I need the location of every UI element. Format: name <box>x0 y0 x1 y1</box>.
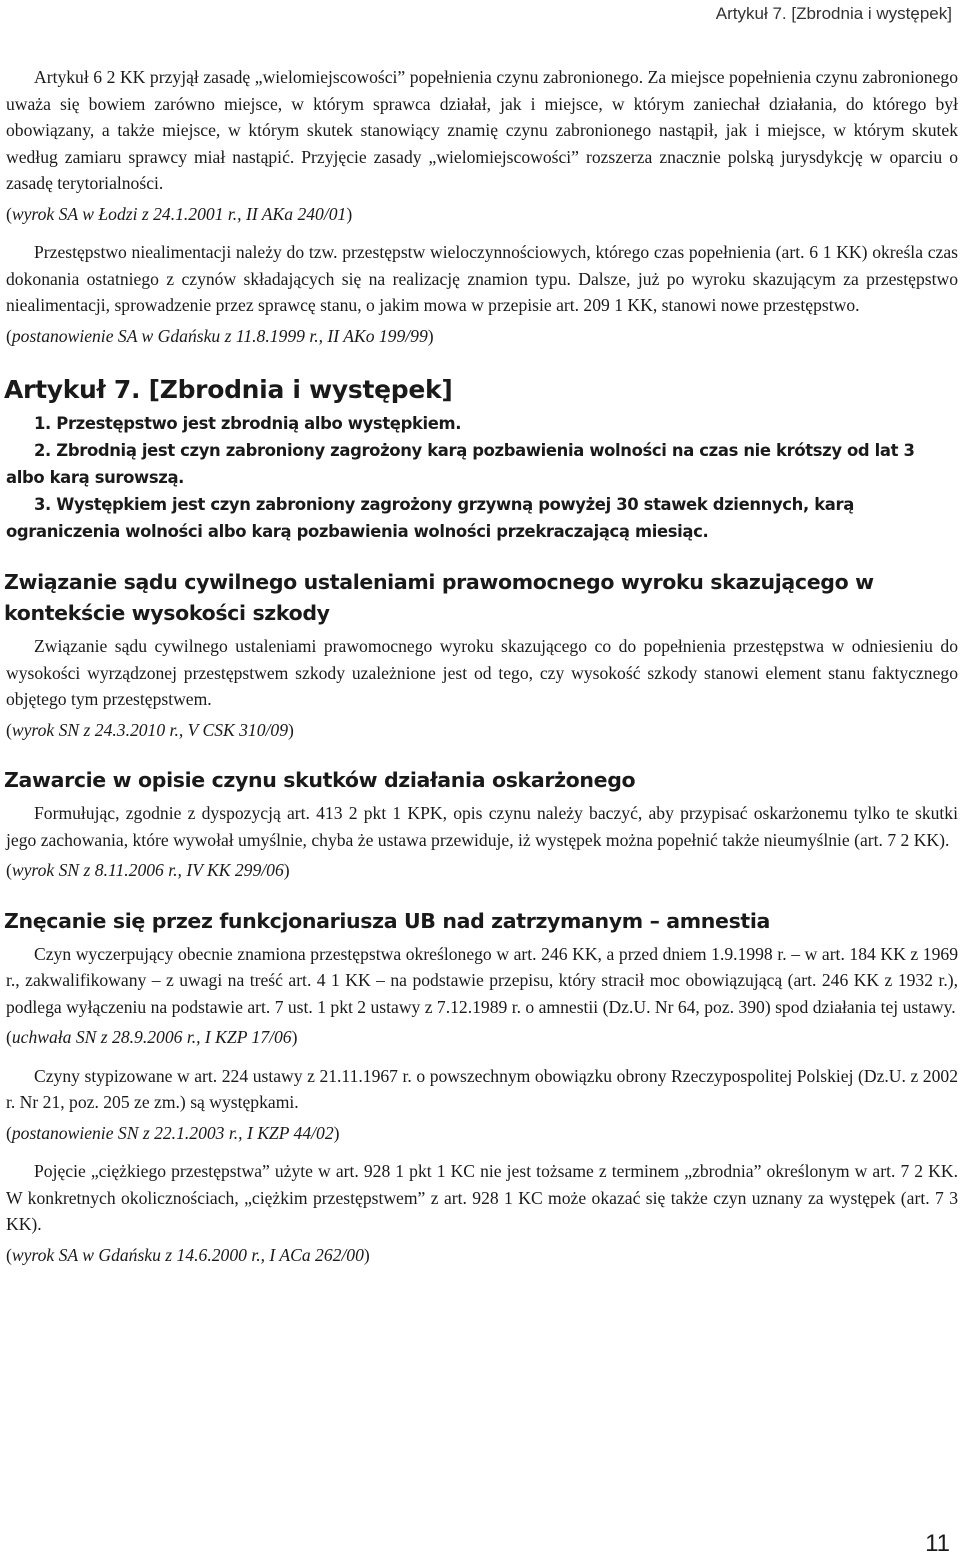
section-3-citation: (uchwała SN z 28.9.2006 r., I KZP 17/06) <box>6 1027 298 1047</box>
section-3-citation-3-text: wyrok SA w Gdańsku z 14.6.2000 r., I ACa 262/00 <box>11 1244 364 1265</box>
section-heading-3: Znęcanie się przez funkcjonariusza UB nad zatrzymanym – amnestia <box>4 908 771 933</box>
intro-paragraph-1: Artykuł 6 2 KK przyjął zasadę „wielomiejscowości” popełnienia czynu zabronionego. Za miejsce popełnienia czynu zabronionego uważa się bowiem zarówno miejsce, w którym sprawca działał, jak i miejsce, w którym zaniechał działania, do którego był obowiązany, a także miejsce, w którym skutek stanowiący znamię czynu zabronionego nastąpił, jak i miejsce, w którym skutek według zamiaru sprawcy miał nastąpić. Przyjęcie zasady „wielomiejscowości” rozszerza znacznie polską jurysdykcję w oparciu o zasadę terytorialności. <box>6 67 958 193</box>
article-paragraph-3: 3. Występkiem jest czyn zabroniony zagrożony grzywną powyżej 30 stawek dziennych, karą ograniczenia wolności albo karą pozbawienia wolności przekraczającą miesiąc. <box>6 495 854 541</box>
section-2-text: Formułując, zgodnie z dyspozycją art. 413 2 pkt 1 KPK, opis czynu należy baczyć, aby przypisać oskarżonemu tylko te skutki jego zachowania, które wywołał umyślnie, chyba że ustawa przewiduje, iż występek można popełnić także nieumyślnie (art. 7 2 KK). <box>6 803 958 850</box>
section-3-text-2: Czyny stypizowane w art. 224 ustawy z 21.11.1967 r. o powszechnym obowiązku obrony Rzeczypospolitej Polskiej (Dz.U. z 2002 r. Nr 21, poz. 205 ze zm.) są występkami. <box>6 1065 958 1112</box>
page-number: 11 <box>925 1530 950 1557</box>
intro-paragraph-2: Przestępstwo niealimentacji należy do tzw. przestępstw wieloczynnościowych, którego czas popełnienia (art. 6 1 KK) określa czas dokonania ostatniego z czynów składających się na realizację znamion typu. Dalsze, już po wyroku skazującym za przestępstwo niealimentacji, sprowadzenie przez sprawcę stanu, o jakim mowa w przepisie art. 209 1 KK, stanowi nowe przestępstwo. <box>6 242 958 315</box>
section-1-citation-text: wyrok SN z 24.3.2010 r., V CSK 310/09 <box>11 719 289 740</box>
section-3-citation-text: uchwała SN z 28.9.2006 r., I KZP 17/06 <box>11 1027 292 1047</box>
intro-citation-2-text: postanowienie SA w Gdańsku z 11.8.1999 r., II AKo 199/99 <box>11 325 428 346</box>
intro-citation-1: (wyrok SA w Łodzi z 24.1.2001 r., II AKa 240/01) <box>6 203 353 224</box>
running-header: Artykuł 7. [Zbrodnia i występek] <box>715 4 952 23</box>
section-heading-2: Zawarcie w opisie czynu skutków działania oskarżonego <box>4 768 636 792</box>
intro-citation-1-text: wyrok SA w Łodzi z 24.1.2001 r., II AKa 240/01 <box>11 203 347 224</box>
section-3-citation-2-text: postanowienie SN z 22.1.2003 r., I KZP 44/02 <box>11 1122 334 1143</box>
section-3-text: Czyn wyczerpujący obecnie znamiona przestępstwa określonego w art. 246 KK, a przed dniem 1.9.1998 r. – w art. 184 KK z 1969 r., zakwalifikowany – z uwagi na treść art. 4 1 KK – na podstawie przepisu, który stracił moc obowiązującą (art. 246 KK z 1932 r.), podlega wyłączeniu na podstawie art. 7 ust. 1 pkt 2 ustawy z 7.12.1989 r. o amnestii (Dz.U. Nr 64, poz. 390) spod działania tej ustawy. <box>6 943 958 1017</box>
section-heading-1: Związanie sądu cywilnego ustaleniami prawomocnego wyroku skazującego w kontekście wysokości szkody <box>4 570 874 625</box>
section-3-citation-3: (wyrok SA w Gdańsku z 14.6.2000 r., I ACa 262/00) <box>6 1244 370 1265</box>
page-content <box>6 64 958 1268</box>
article-paragraph-2: 2. Zbrodnią jest czyn zabroniony zagrożony karą pozbawienia wolności na czas nie krótszy od lat 3 albo karą surowszą. <box>6 441 915 487</box>
section-3-text-3: Pojęcie „ciężkiego przestępstwa” użyte w art. 928 1 pkt 1 KC nie jest tożsame z terminem „zbrodnia” określonym w art. 7 2 KK. W konkretnych okolicznościach, „ciężkim przestępstwem” z art. 928 1 KC może okazać się także czyn uznany za występek (art. 7 3 KK). <box>6 1161 958 1234</box>
section-1-text: Związanie sądu cywilnego ustaleniami prawomocnego wyroku skazującego co do popełnienia przestępstwa w odniesieniu do wysokości wyrządzonej przestępstwem szkody uzależnione jest od tego, czy wysokość szkody stanowi element stanu faktycznego objętego tym przestępstwem. <box>6 636 958 709</box>
article-title: Artykuł 7. [Zbrodnia i występek] <box>4 375 453 404</box>
article-paragraph-1: 1. Przestępstwo jest zbrodnią albo występkiem. <box>34 414 462 433</box>
intro-citation-2: (postanowienie SA w Gdańsku z 11.8.1999 r., II AKo 199/99) <box>6 325 434 346</box>
section-2-citation: (wyrok SN z 8.11.2006 r., IV KK 299/06) <box>6 860 290 880</box>
section-1-citation: (wyrok SN z 24.3.2010 r., V CSK 310/09) <box>6 719 294 740</box>
section-3-citation-2: (postanowienie SN z 22.1.2003 r., I KZP 44/02) <box>6 1122 340 1143</box>
section-2-citation-text: wyrok SN z 8.11.2006 r., IV KK 299/06 <box>11 860 284 880</box>
